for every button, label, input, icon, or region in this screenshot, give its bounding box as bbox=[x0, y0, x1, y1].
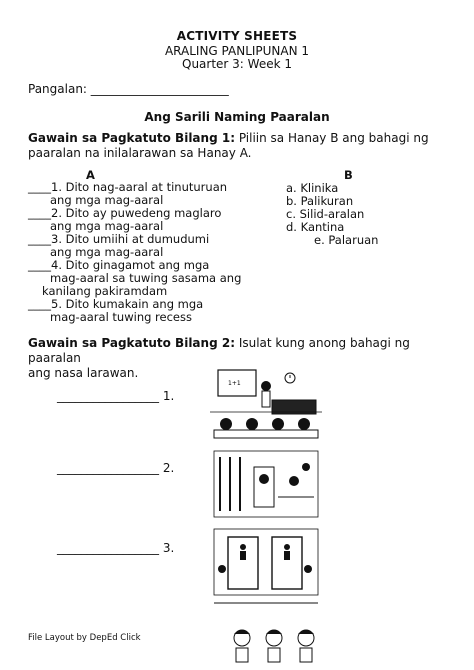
column-b-item-e: e. Palaruan bbox=[314, 233, 379, 247]
restroom-illustration bbox=[210, 525, 322, 617]
answer-blank[interactable]: _________________ bbox=[57, 461, 159, 475]
column-b-item-d: d. Kantina bbox=[286, 220, 345, 234]
answer-row-1 bbox=[57, 389, 174, 403]
answer-blank[interactable]: ____ bbox=[28, 232, 51, 246]
item-text: 3. Dito umiihi at dumudumi bbox=[51, 232, 210, 246]
task1-heading: Gawain sa Pagkatuto Bilang 1: bbox=[28, 131, 235, 145]
svg-text:1+1: 1+1 bbox=[228, 380, 241, 387]
answer-blank[interactable]: ____ bbox=[28, 206, 51, 220]
answer-row-2 bbox=[57, 461, 174, 475]
quarter-label: Quarter 3: Week 1 bbox=[182, 57, 292, 71]
answer-number: 1. bbox=[162, 389, 175, 403]
task2-instruction-line2: ang nasa larawan. bbox=[28, 366, 139, 380]
task2-instruction: Isulat kung anong bahagi ng paaralan bbox=[28, 336, 410, 365]
children-illustration bbox=[228, 624, 324, 668]
task1-instruction: Piliin sa Hanay B ang bahagi ng bbox=[235, 131, 429, 145]
column-a-list bbox=[28, 181, 241, 324]
subject-title: ARALING PANLIPUNAN 1 bbox=[164, 44, 310, 58]
item-text: ang mga mag-aaral bbox=[50, 245, 164, 259]
playground-illustration bbox=[210, 447, 322, 521]
answer-number: 2. bbox=[162, 461, 175, 475]
answer-number: 3. bbox=[162, 541, 175, 555]
item-text: 1. Dito nag-aaral at tinuturuan bbox=[51, 180, 228, 194]
classroom-illustration bbox=[210, 364, 322, 444]
answer-row-3 bbox=[57, 541, 174, 555]
answer-blank[interactable]: ____ bbox=[28, 180, 51, 194]
item-text: ang mga mag-aaral bbox=[50, 219, 164, 233]
column-b-header: B bbox=[344, 168, 353, 182]
task1-instruction-line2: paaralan na inilalarawan sa Hanay A. bbox=[28, 146, 252, 160]
task1-instructions bbox=[28, 131, 448, 161]
name-row bbox=[28, 82, 229, 96]
column-a-header: A bbox=[86, 168, 95, 182]
item-text: mag-aaral sa tuwing sasama ang bbox=[50, 271, 242, 285]
item-text: 4. Dito ginagamot ang mga bbox=[51, 258, 210, 272]
answer-blank[interactable]: ____ bbox=[28, 258, 51, 272]
sheet-title: ACTIVITY SHEETS bbox=[176, 29, 298, 43]
column-b-item-c: c. Silid-aralan bbox=[286, 207, 365, 221]
item-text: 2. Dito ay puwedeng maglaro bbox=[51, 206, 222, 220]
column-b-item-b: b. Palikuran bbox=[286, 194, 354, 208]
footer-credit: File Layout by DepEd Click bbox=[28, 633, 141, 643]
item-text: kanilang pakiramdam bbox=[42, 284, 168, 298]
answer-blank[interactable]: _________________ bbox=[57, 541, 159, 555]
answer-blank[interactable]: ____ bbox=[28, 297, 51, 311]
name-blank[interactable]: _______________________ bbox=[90, 82, 229, 96]
task2-heading: Gawain sa Pagkatuto Bilang 2: bbox=[28, 336, 235, 350]
item-text: 5. Dito kumakain ang mga bbox=[51, 297, 204, 311]
column-b-item-a: a. Klinika bbox=[286, 181, 339, 195]
item-text: ang mga mag-aaral bbox=[50, 193, 164, 207]
name-label: Pangalan: bbox=[28, 82, 87, 96]
item-text: mag-aaral tuwing recess bbox=[50, 310, 192, 324]
section-title: Ang Sarili Naming Paaralan bbox=[144, 110, 330, 124]
answer-blank[interactable]: _________________ bbox=[57, 389, 159, 403]
